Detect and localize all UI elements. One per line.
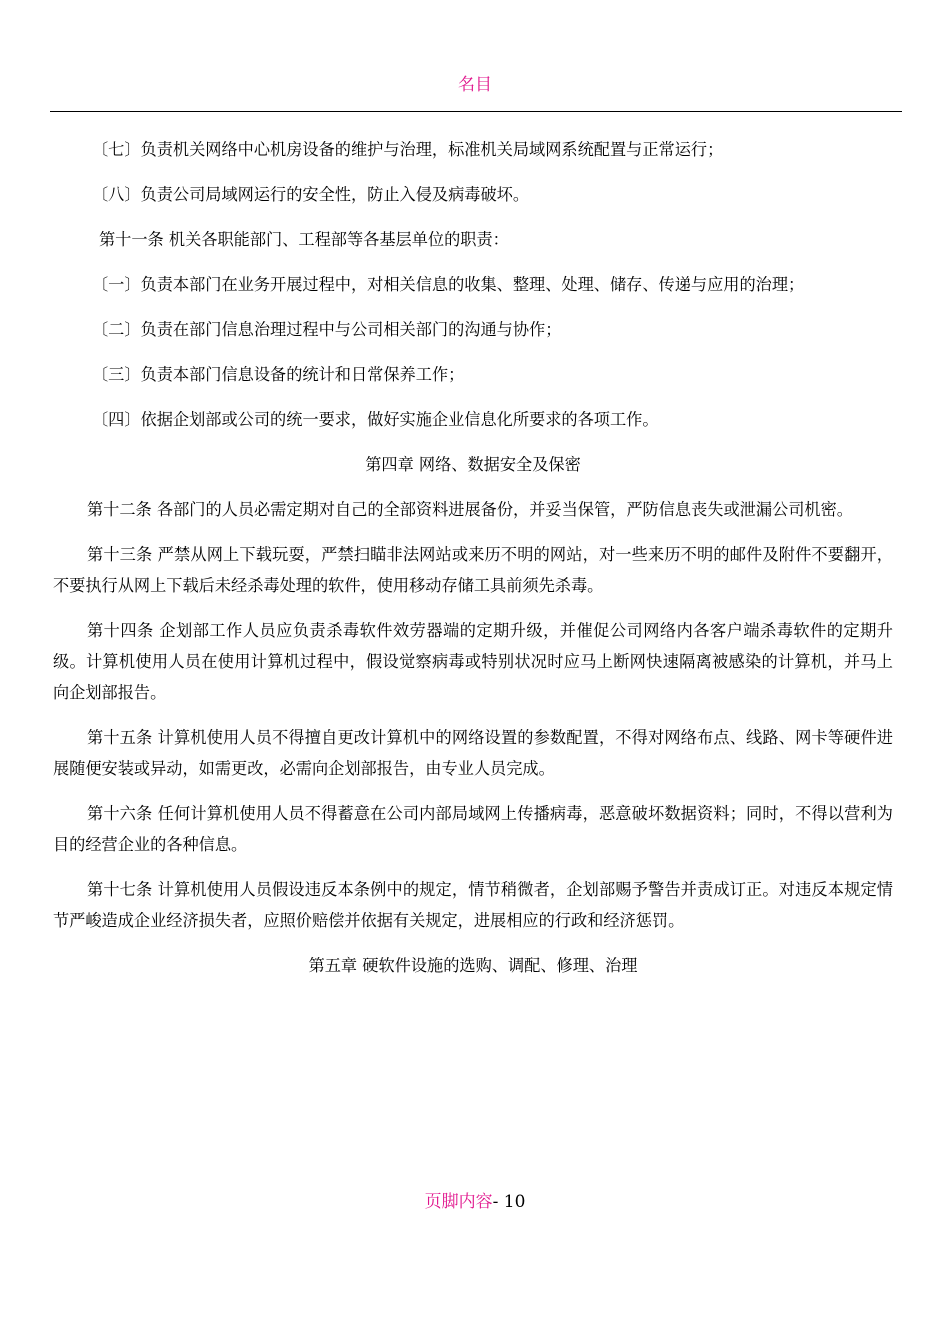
chapter-4-heading: 第四章 网络、数据安全及保密	[365, 455, 581, 474]
paragraph-item-2: 〔二〕负责在部门信息治理过程中与公司相关部门的沟通与协作；	[92, 320, 562, 339]
paragraph-item-7: 〔七〕负责机关网络中心机房设备的维护与治理，标准机关局域网系统配置与正常运行；	[92, 140, 724, 159]
page-number: - 10	[492, 1192, 526, 1212]
document-body	[53, 134, 893, 995]
article-12: 第十二条 各部门的人员必需定期对自己的全部资料进展备份，并妥当保管，严防信息丧失或泄漏公司机密。	[87, 500, 853, 519]
paragraph-item-4: 〔四〕依据企划部或公司的统一要求，做好实施企业信息化所要求的各项工作。	[92, 410, 659, 429]
paragraph-item-8: 〔八〕负责公司局域网运行的安全性，防止入侵及病毒破坏。	[92, 185, 530, 204]
page-header-title: 名目	[458, 75, 492, 95]
page-footer	[0, 1187, 950, 1212]
chapter-5-heading: 第五章 硬软件设施的选购、调配、修理、治理	[308, 956, 638, 975]
article-11-heading: 第十一条 机关各职能部门、工程部等各基层单位的职责：	[99, 230, 509, 249]
paragraph-item-3: 〔三〕负责本部门信息设备的统计和日常保养工作；	[92, 365, 465, 384]
article-16: 第十六条 任何计算机使用人员不得蓄意在公司内部局域网上传播病毒，恶意破坏数据资料；同时，不得以营利为目的经营企业的各种信息。	[53, 804, 893, 854]
article-15: 第十五条 计算机使用人员不得擅自更改计算机中的网络设置的参数配置，不得对网络布点、线路、网卡等硬件进展随便安装或异动，如需更改，必需向企划部报告，由专业人员完成。	[53, 728, 893, 778]
article-13: 第十三条 严禁从网上下载玩耍，严禁扫瞄非法网站或来历不明的网站，对一些来历不明的邮件及附件不要翻开，不要执行从网上下载后未经杀毒处理的软件，使用移动存储工具前须先杀毒。	[53, 545, 893, 595]
article-17: 第十七条 计算机使用人员假设违反本条例中的规定，情节稍微者，企划部赐予警告并责成订正。对违反本规定情节严峻造成企业经济损失者，应照价赔偿并依据有关规定，进展相应的行政和经济惩罚。	[53, 880, 893, 930]
article-14: 第十四条 企划部工作人员应负责杀毒软件效劳器端的定期升级，并催促公司网络内各客户端杀毒软件的定期升级。计算机使用人员在使用计算机过程中，假设觉察病毒或特别状况时应马上断网快速隔离被感染的计算机，并马上向企划部报告。	[53, 621, 893, 702]
paragraph-item-1: 〔一〕负责本部门在业务开展过程中，对相关信息的收集、整理、处理、储存、传递与应用的治理；	[92, 275, 805, 294]
footer-label: 页脚内容	[424, 1192, 493, 1212]
header-divider	[50, 111, 902, 112]
